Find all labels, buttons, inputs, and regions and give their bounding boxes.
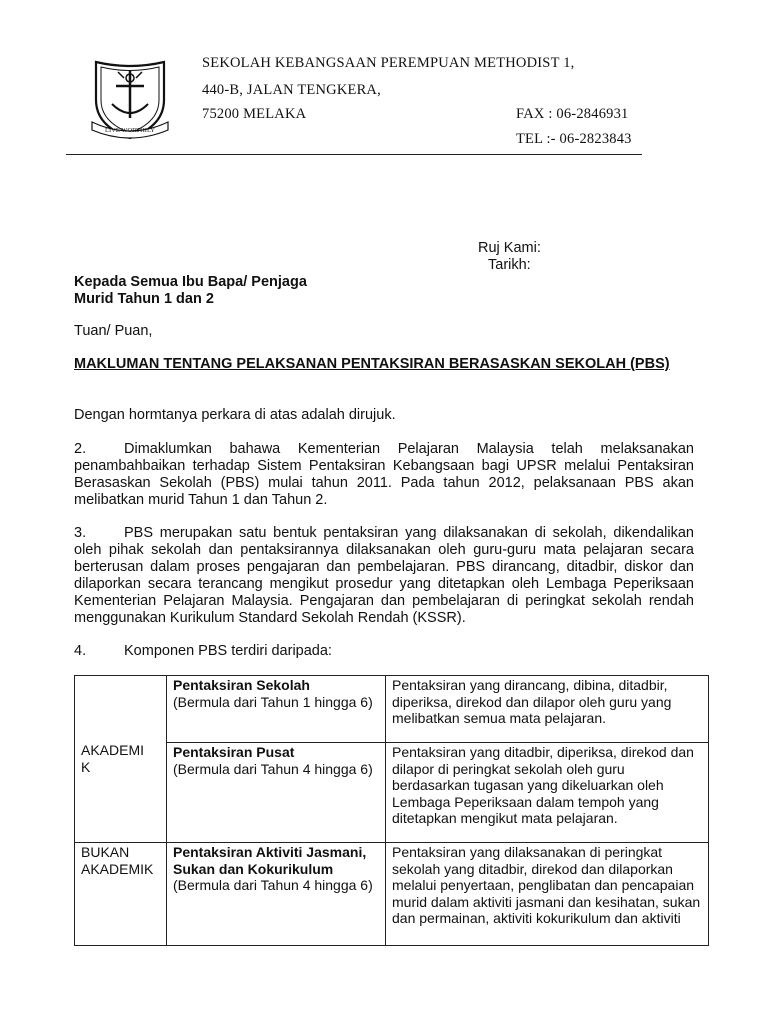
- recipient-line-1: Kepada Semua Ibu Bapa/ Penjaga: [74, 274, 307, 290]
- component-title: Pentaksiran Sekolah: [173, 677, 310, 693]
- address-line-2: 75200 MELAKA: [202, 106, 307, 122]
- salutation: Tuan/ Puan,: [74, 323, 153, 339]
- component-cell: [167, 676, 386, 743]
- fax-number: FAX : 06-2846931: [516, 106, 629, 122]
- school-name: SEKOLAH KEBANGSAAN PEREMPUAN METHODIST 1,: [202, 55, 575, 71]
- letter-subject: MAKLUMAN TENTANG PELAKSANAN PENTAKSIRAN BERASASKAN SEKOLAH (PBS): [74, 356, 670, 372]
- paragraph-3: [74, 525, 694, 627]
- description-cell: [386, 743, 709, 843]
- table-row: [75, 843, 709, 946]
- intro-paragraph: Dengan hormtanya perkara di atas adalah dirujuk.: [74, 407, 396, 423]
- paragraph-number: 4.: [74, 643, 87, 659]
- description-cell: [386, 843, 709, 946]
- ref-tarikh: Tarikh:: [488, 257, 531, 273]
- paragraph-text: Dimaklumkan bahawa Kementerian Pelajaran Malaysia telah melaksanakan penambahbaikan terhadap Sistem Pentaksiran Kebangsaan bagi UPSR melalui Pentaksiran Berasaskan Sekolah (PBS) mulai tahun 2011. Pada tahun 2012, pelaksanaan PBS akan melibatkan murid Tahun 1 dan Tahun 2.: [74, 441, 694, 508]
- category-cell-akademik: [75, 676, 167, 843]
- paragraph-text: PBS merupakan satu bentuk pentaksiran yang dilaksanakan di sekolah, dikendalikan oleh pihak sekolah dan pentaksirannya dilaksanakan oleh guru-guru mata pelajaran secara berterusan dalam proses pengajaran dan pembelajaran. PBS dirancang, ditadbir, diskor dan dilaporkan secara terancang mengikut prosedur yang ditetapkan oleh Lembaga Peperiksaan Kementerian Pelajaran Malaysia. Pengajaran dan pembelajaran di peringkat sekolah rendah menggunakan Kurikulum Standard Sekolah Rendah (KSSR).: [74, 525, 694, 626]
- ref-ruj-kami: Ruj Kami:: [478, 240, 541, 256]
- component-subtitle: (Bermula dari Tahun 4 hingga 6): [173, 760, 373, 777]
- category-cell-bukan-akademik: [75, 843, 167, 946]
- letterhead-divider: [66, 154, 642, 155]
- address-line-1: 440-B, JALAN TENGKERA,: [202, 82, 381, 98]
- component-title: Pentaksiran Pusat: [173, 744, 295, 760]
- paragraph-number: 3.: [74, 525, 87, 541]
- component-description: Pentaksiran yang ditadbir, diperiksa, direkod dan dilapor di peringkat sekolah oleh guru berdasarkan tugasan yang dikeluarkan oleh Lembaga Peperiksaan dalam tempoh yang ditetapkan mengikut mata pelajaran.: [392, 744, 694, 826]
- component-cell: [167, 843, 386, 946]
- table-row: [75, 743, 709, 843]
- category-label: BUKAN AKADEMIK: [81, 844, 154, 877]
- component-subtitle: (Bermula dari Tahun 4 hingga 6): [173, 877, 373, 893]
- component-description: Pentaksiran yang dirancang, dibina, ditadbir, diperiksa, direkod dan dilapor oleh guru yang melibatkan semua mata pelajaran.: [392, 677, 672, 726]
- paragraph-2: [74, 441, 694, 509]
- description-cell: [386, 676, 709, 743]
- paragraph-text: Komponen PBS terdiri daripada:: [124, 643, 332, 659]
- category-label: AKADEMI K: [81, 742, 145, 775]
- component-cell: [167, 743, 386, 843]
- recipient-line-2: Murid Tahun 1 dan 2: [74, 291, 214, 307]
- tel-number: TEL :- 06-2823843: [516, 131, 632, 147]
- table-row: [75, 676, 709, 743]
- component-title: Pentaksiran Aktiviti Jasmani, Sukan dan Kokurikulum: [173, 844, 367, 877]
- paragraph-number: 2.: [74, 441, 87, 457]
- paragraph-4: [74, 643, 694, 660]
- component-subtitle: (Bermula dari Tahun 1 hingga 6): [173, 693, 373, 710]
- component-description: Pentaksiran yang dilaksanakan di peringkat sekolah yang ditadbir, direkod dan dilaporkan melalui penyertaan, penglibatan dan pencapaian murid dalam aktiviti jasmani dan kesihatan, sukan dan permainan, aktiviti kokurikulum dan aktiviti: [392, 844, 701, 926]
- school-crest-logo: [90, 56, 170, 142]
- svg-text:LIVE WORTHILY: LIVE WORTHILY: [105, 127, 155, 134]
- pbs-components-table: [74, 675, 709, 946]
